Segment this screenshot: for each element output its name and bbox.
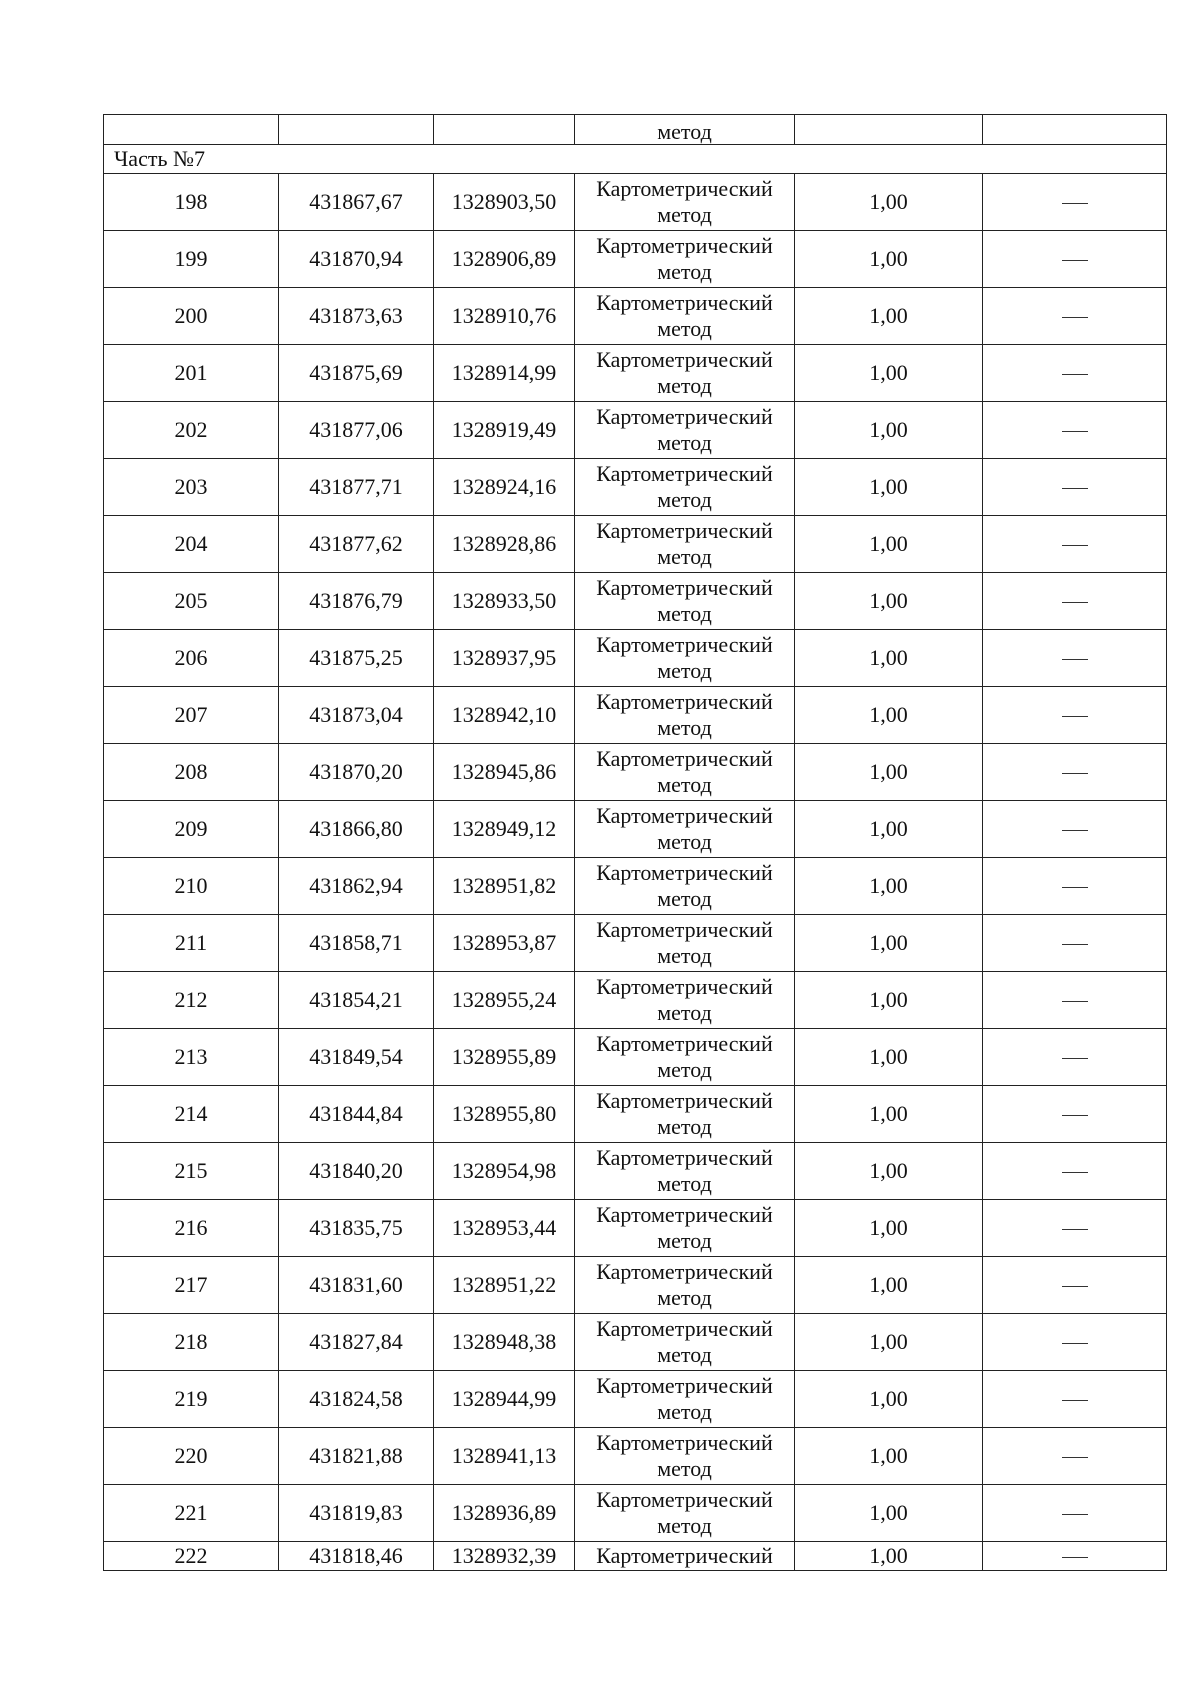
point-number-cell: 210 <box>104 858 279 915</box>
x-coordinate-cell: 431844,84 <box>279 1086 434 1143</box>
accuracy-cell: 1,00 <box>795 402 983 459</box>
table-row-last <box>104 1542 1167 1571</box>
accuracy-cell: 1,00 <box>795 1314 983 1371</box>
method-line-1: Картометрический <box>596 347 773 372</box>
method-line-2: метод <box>657 658 712 683</box>
y-coordinate-cell: 1328936,89 <box>434 1485 575 1542</box>
y-coordinate-cell: 1328954,98 <box>434 1143 575 1200</box>
point-number-cell: 204 <box>104 516 279 573</box>
y-coordinate-cell: 1328951,22 <box>434 1257 575 1314</box>
description-cell <box>983 288 1167 345</box>
dash-icon <box>1062 887 1088 888</box>
point-number-cell: 216 <box>104 1200 279 1257</box>
method-cell <box>575 858 795 915</box>
point-number-cell: 200 <box>104 288 279 345</box>
method-line-1: Картометрический <box>596 1202 773 1227</box>
method-line-1: Картометрический <box>596 860 773 885</box>
method-cell <box>575 459 795 516</box>
description-cell <box>983 1143 1167 1200</box>
description-cell <box>983 1428 1167 1485</box>
method-line-2: метод <box>657 487 712 512</box>
method-line-2: метод <box>657 1285 712 1310</box>
y-coordinate-cell: 1328919,49 <box>434 402 575 459</box>
accuracy-cell: 1,00 <box>795 630 983 687</box>
description-cell <box>983 1485 1167 1542</box>
y-coordinate-cell: 1328944,99 <box>434 1371 575 1428</box>
dash-icon <box>1062 1115 1088 1116</box>
method-cell <box>575 1086 795 1143</box>
method-cell <box>575 744 795 801</box>
dash-icon <box>1062 1286 1088 1287</box>
x-coordinate-cell: 431840,20 <box>279 1143 434 1200</box>
x-coordinate-cell: 431870,94 <box>279 231 434 288</box>
dash-icon <box>1062 488 1088 489</box>
point-number-cell: 214 <box>104 1086 279 1143</box>
method-cell: Картометрический <box>575 1542 795 1571</box>
x-coordinate-cell: 431877,71 <box>279 459 434 516</box>
table-row <box>104 1257 1167 1314</box>
point-number-cell: 207 <box>104 687 279 744</box>
table-row <box>104 915 1167 972</box>
y-coordinate-cell: 1328951,82 <box>434 858 575 915</box>
table-row <box>104 288 1167 345</box>
method-cell <box>575 288 795 345</box>
method-line-1: Картометрический <box>596 1430 773 1455</box>
x-coordinate-cell: 431875,25 <box>279 630 434 687</box>
y-coordinate-cell: 1328953,44 <box>434 1200 575 1257</box>
method-cell <box>575 630 795 687</box>
table-row <box>104 1485 1167 1542</box>
dash-icon <box>1062 374 1088 375</box>
description-cell <box>983 1200 1167 1257</box>
table-row <box>104 630 1167 687</box>
x-coordinate-cell: 431875,69 <box>279 345 434 402</box>
empty-cell <box>279 115 434 145</box>
table-row <box>104 744 1167 801</box>
description-cell <box>983 516 1167 573</box>
table-row <box>104 402 1167 459</box>
method-line-2: метод <box>657 772 712 797</box>
method-cell <box>575 1485 795 1542</box>
dash-icon <box>1062 1001 1088 1002</box>
method-line-2: метод <box>657 1114 712 1139</box>
point-number-cell: 220 <box>104 1428 279 1485</box>
method-cell <box>575 1371 795 1428</box>
point-number-cell: 222 <box>104 1542 279 1571</box>
x-coordinate-cell: 431827,84 <box>279 1314 434 1371</box>
description-cell <box>983 1371 1167 1428</box>
method-line-2: метод <box>657 1000 712 1025</box>
point-number-cell: 221 <box>104 1485 279 1542</box>
table-row <box>104 231 1167 288</box>
dash-icon <box>1062 1058 1088 1059</box>
x-coordinate-cell: 431858,71 <box>279 915 434 972</box>
table-row <box>104 1314 1167 1371</box>
dash-icon <box>1062 830 1088 831</box>
method-cell <box>575 516 795 573</box>
method-line-2: метод <box>657 715 712 740</box>
dash-icon <box>1062 260 1088 261</box>
dash-icon <box>1062 317 1088 318</box>
table-row <box>104 1200 1167 1257</box>
point-number-cell: 208 <box>104 744 279 801</box>
accuracy-cell: 1,00 <box>795 1029 983 1086</box>
description-cell <box>983 687 1167 744</box>
method-cell <box>575 573 795 630</box>
method-line-2: метод <box>657 1456 712 1481</box>
method-line-1: Картометрический <box>596 632 773 657</box>
method-line-1: Картометрический <box>596 803 773 828</box>
accuracy-cell: 1,00 <box>795 1542 983 1571</box>
empty-cell <box>104 115 279 145</box>
method-line-2: метод <box>657 1399 712 1424</box>
accuracy-cell: 1,00 <box>795 345 983 402</box>
point-number-cell: 213 <box>104 1029 279 1086</box>
dash-icon <box>1062 602 1088 603</box>
accuracy-cell: 1,00 <box>795 1200 983 1257</box>
method-line-2: метод <box>657 1342 712 1367</box>
accuracy-cell: 1,00 <box>795 1371 983 1428</box>
x-coordinate-cell: 431819,83 <box>279 1485 434 1542</box>
method-line-2: метод <box>657 1513 712 1538</box>
accuracy-cell: 1,00 <box>795 174 983 231</box>
method-line-1: Картометрический <box>596 1259 773 1284</box>
accuracy-cell: 1,00 <box>795 1086 983 1143</box>
method-line-2: метод <box>657 430 712 455</box>
description-cell <box>983 801 1167 858</box>
method-cell <box>575 687 795 744</box>
method-cell <box>575 345 795 402</box>
method-line-1: Картометрический <box>596 1316 773 1341</box>
point-number-cell: 215 <box>104 1143 279 1200</box>
method-cell <box>575 915 795 972</box>
description-cell <box>983 459 1167 516</box>
y-coordinate-cell: 1328945,86 <box>434 744 575 801</box>
dash-icon <box>1062 1514 1088 1515</box>
x-coordinate-cell: 431877,06 <box>279 402 434 459</box>
method-line-2: метод <box>657 316 712 341</box>
dash-icon <box>1062 1400 1088 1401</box>
dash-icon <box>1062 1229 1088 1230</box>
method-line-1: Картометрический <box>596 917 773 942</box>
method-cell <box>575 231 795 288</box>
method-line-2: метод <box>657 1228 712 1253</box>
x-coordinate-cell: 431821,88 <box>279 1428 434 1485</box>
y-coordinate-cell: 1328924,16 <box>434 459 575 516</box>
method-line-1: Картометрический <box>596 518 773 543</box>
description-cell <box>983 630 1167 687</box>
accuracy-cell: 1,00 <box>795 744 983 801</box>
method-line-2: метод <box>657 202 712 227</box>
table-row <box>104 459 1167 516</box>
method-line-1: Картометрический <box>596 461 773 486</box>
method-line-1: Картометрический <box>596 974 773 999</box>
method-line-1: Картометрический <box>596 746 773 771</box>
accuracy-cell: 1,00 <box>795 972 983 1029</box>
description-cell <box>983 231 1167 288</box>
y-coordinate-cell: 1328903,50 <box>434 174 575 231</box>
x-coordinate-cell: 431831,60 <box>279 1257 434 1314</box>
point-number-cell: 199 <box>104 231 279 288</box>
section-label: Часть №7 <box>104 145 1167 174</box>
table-row <box>104 516 1167 573</box>
point-number-cell: 218 <box>104 1314 279 1371</box>
x-coordinate-cell: 431835,75 <box>279 1200 434 1257</box>
x-coordinate-cell: 431824,58 <box>279 1371 434 1428</box>
y-coordinate-cell: 1328942,10 <box>434 687 575 744</box>
method-line-1: Картометрический <box>596 290 773 315</box>
table-row <box>104 801 1167 858</box>
method-line-1: Картометрический <box>596 689 773 714</box>
method-line-1: Картометрический <box>596 575 773 600</box>
description-cell <box>983 744 1167 801</box>
accuracy-cell: 1,00 <box>795 915 983 972</box>
description-cell <box>983 1029 1167 1086</box>
dash-icon <box>1062 944 1088 945</box>
dash-icon <box>1062 773 1088 774</box>
dash-icon <box>1062 1343 1088 1344</box>
method-line-1: Картометрический <box>596 176 773 201</box>
method-line-1: Картометрический <box>596 1145 773 1170</box>
point-number-cell: 219 <box>104 1371 279 1428</box>
method-cell <box>575 1428 795 1485</box>
y-coordinate-cell: 1328928,86 <box>434 516 575 573</box>
x-coordinate-cell: 431873,63 <box>279 288 434 345</box>
point-number-cell: 211 <box>104 915 279 972</box>
y-coordinate-cell: 1328906,89 <box>434 231 575 288</box>
y-coordinate-cell: 1328941,13 <box>434 1428 575 1485</box>
method-cell <box>575 1029 795 1086</box>
description-cell <box>983 915 1167 972</box>
dash-icon <box>1062 1457 1088 1458</box>
method-continuation-cell: метод <box>575 115 795 145</box>
y-coordinate-cell: 1328910,76 <box>434 288 575 345</box>
description-cell <box>983 858 1167 915</box>
accuracy-cell: 1,00 <box>795 1143 983 1200</box>
dash-icon <box>1062 659 1088 660</box>
table-row <box>104 858 1167 915</box>
description-cell <box>983 972 1167 1029</box>
x-coordinate-cell: 431854,21 <box>279 972 434 1029</box>
x-coordinate-cell: 431876,79 <box>279 573 434 630</box>
y-coordinate-cell: 1328914,99 <box>434 345 575 402</box>
point-number-cell: 209 <box>104 801 279 858</box>
section-row <box>104 145 1167 174</box>
x-coordinate-cell: 431849,54 <box>279 1029 434 1086</box>
y-coordinate-cell: 1328953,87 <box>434 915 575 972</box>
point-number-cell: 203 <box>104 459 279 516</box>
table-row <box>104 1371 1167 1428</box>
table-row <box>104 1086 1167 1143</box>
table-row <box>104 1143 1167 1200</box>
method-line-2: метод <box>657 1057 712 1082</box>
dash-icon <box>1062 1557 1088 1558</box>
accuracy-cell: 1,00 <box>795 858 983 915</box>
description-cell <box>983 1086 1167 1143</box>
method-cell <box>575 402 795 459</box>
method-cell <box>575 972 795 1029</box>
method-line-2: метод <box>657 373 712 398</box>
method-line-1: Картометрический <box>596 1031 773 1056</box>
method-cell <box>575 174 795 231</box>
method-line-1: Картометрический <box>596 233 773 258</box>
empty-cell <box>983 115 1167 145</box>
method-line-2: метод <box>657 544 712 569</box>
dash-icon <box>1062 716 1088 717</box>
table-body <box>104 115 1167 1571</box>
y-coordinate-cell: 1328937,95 <box>434 630 575 687</box>
point-number-cell: 202 <box>104 402 279 459</box>
accuracy-cell: 1,00 <box>795 288 983 345</box>
table-row <box>104 1029 1167 1086</box>
x-coordinate-cell: 431870,20 <box>279 744 434 801</box>
description-cell <box>983 1257 1167 1314</box>
description-cell <box>983 345 1167 402</box>
table-row <box>104 573 1167 630</box>
point-number-cell: 198 <box>104 174 279 231</box>
accuracy-cell: 1,00 <box>795 516 983 573</box>
description-cell <box>983 573 1167 630</box>
y-coordinate-cell: 1328955,89 <box>434 1029 575 1086</box>
accuracy-cell: 1,00 <box>795 231 983 288</box>
method-line-2: метод <box>657 943 712 968</box>
y-coordinate-cell: 1328948,38 <box>434 1314 575 1371</box>
accuracy-cell: 1,00 <box>795 1428 983 1485</box>
x-coordinate-cell: 431873,04 <box>279 687 434 744</box>
point-number-cell: 205 <box>104 573 279 630</box>
accuracy-cell: 1,00 <box>795 801 983 858</box>
method-cell <box>575 801 795 858</box>
empty-cell <box>795 115 983 145</box>
accuracy-cell: 1,00 <box>795 573 983 630</box>
table-row <box>104 174 1167 231</box>
dash-icon <box>1062 545 1088 546</box>
method-cell <box>575 1257 795 1314</box>
empty-cell <box>434 115 575 145</box>
x-coordinate-cell: 431818,46 <box>279 1542 434 1571</box>
method-line-1: Картометрический <box>596 1373 773 1398</box>
method-cell <box>575 1314 795 1371</box>
description-cell <box>983 174 1167 231</box>
description-cell <box>983 1314 1167 1371</box>
x-coordinate-cell: 431866,80 <box>279 801 434 858</box>
y-coordinate-cell: 1328955,80 <box>434 1086 575 1143</box>
method-line-1: Картометрический <box>596 1088 773 1113</box>
method-line-1: Картометрический <box>596 404 773 429</box>
x-coordinate-cell: 431877,62 <box>279 516 434 573</box>
accuracy-cell: 1,00 <box>795 459 983 516</box>
method-line-2: метод <box>657 601 712 626</box>
y-coordinate-cell: 1328955,24 <box>434 972 575 1029</box>
accuracy-cell: 1,00 <box>795 1485 983 1542</box>
description-cell <box>983 402 1167 459</box>
method-line-2: метод <box>657 259 712 284</box>
dash-icon <box>1062 1172 1088 1173</box>
table-row <box>104 972 1167 1029</box>
x-coordinate-cell: 431862,94 <box>279 858 434 915</box>
y-coordinate-cell: 1328932,39 <box>434 1542 575 1571</box>
dash-icon <box>1062 431 1088 432</box>
point-number-cell: 212 <box>104 972 279 1029</box>
method-line-2: метод <box>657 886 712 911</box>
point-number-cell: 217 <box>104 1257 279 1314</box>
table-row <box>104 687 1167 744</box>
dash-icon <box>1062 203 1088 204</box>
y-coordinate-cell: 1328949,12 <box>434 801 575 858</box>
x-coordinate-cell: 431867,67 <box>279 174 434 231</box>
accuracy-cell: 1,00 <box>795 1257 983 1314</box>
accuracy-cell: 1,00 <box>795 687 983 744</box>
description-cell <box>983 1542 1167 1571</box>
point-number-cell: 201 <box>104 345 279 402</box>
method-line-2: метод <box>657 1171 712 1196</box>
table-row <box>104 345 1167 402</box>
y-coordinate-cell: 1328933,50 <box>434 573 575 630</box>
table-row <box>104 1428 1167 1485</box>
method-line-1: Картометрический <box>596 1487 773 1512</box>
continuation-row <box>104 115 1167 145</box>
point-number-cell: 206 <box>104 630 279 687</box>
coordinates-table <box>103 114 1167 1571</box>
method-cell <box>575 1200 795 1257</box>
method-cell <box>575 1143 795 1200</box>
method-line-2: метод <box>657 829 712 854</box>
